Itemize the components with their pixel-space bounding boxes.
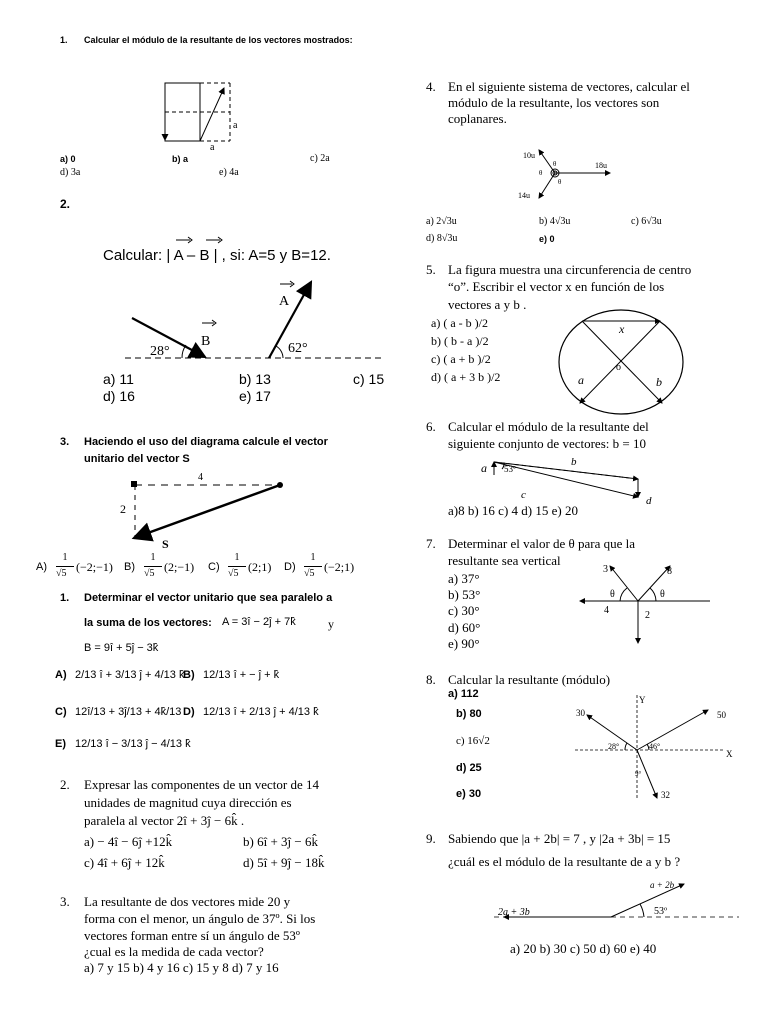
r-q8-statement: Calcular la resultante (módulo) — [448, 672, 611, 687]
r-q4-theta-2: θ — [539, 169, 543, 177]
r-q9-number: 9. — [426, 831, 436, 846]
r-q4-theta-3: θ — [558, 178, 562, 186]
r-q7-label-3: 3 — [603, 564, 608, 575]
q3-statement-line2: unitario del vector S — [84, 453, 190, 465]
r-q8-axis-Y: Y — [639, 695, 646, 705]
r-q4-option-e: e) 0 — [539, 234, 555, 244]
r-q4-label-14u: 14u — [518, 191, 530, 200]
q1-option-b: b) a — [172, 154, 189, 164]
r-q4-label-10u: 10u — [523, 151, 535, 160]
q4-number: 1. — [60, 592, 70, 604]
q1-vector-diagram — [160, 78, 250, 153]
q3-option-b-label: B) — [124, 561, 135, 573]
r-q9-statement-line2: ¿cuál es el módulo de la resultante de a y b ? — [448, 854, 681, 869]
q4-option-c: 12î/13 + 3ĵ/13 + 4k̂/13 — [75, 706, 182, 718]
q4-option-d: 12/13 î + 2/13 ĵ + 4/13 k̂ — [203, 706, 319, 718]
r-q6-number: 6. — [426, 419, 436, 434]
r-q8-label-32: 32 — [661, 790, 670, 800]
r-q6-statement-line1: Calcular el módulo de la resultante del — [448, 419, 649, 434]
r-q6-label-53: 53º — [504, 464, 516, 474]
q6-statement-line3: vectores forman entre sí un ángulo de 53º — [84, 928, 300, 943]
q1-statement: Calcular el módulo de la resultante de los vectores mostrados: — [84, 35, 353, 45]
r-q8-option-a: a) 112 — [448, 688, 479, 700]
q2-label-B: B — [201, 334, 211, 349]
q3-number: 3. — [60, 436, 70, 448]
r-q9-statement-line1: Sabiendo que |a + 2b| = 7 , y |2a + 3b| = 15 — [448, 831, 671, 846]
r-q8-angle-28: 28° — [608, 742, 620, 751]
r-q5-statement-line1: La figura muestra una circunferencia de centro — [448, 262, 692, 277]
r-q5-statement-line2: “o”. Escribir el vector x en función de los — [448, 279, 665, 294]
r-q7-number: 7. — [426, 536, 436, 551]
q5-option-a: a) − 4î − 6ĵ +12k̂ — [84, 834, 173, 849]
q2-option-e: e) 17 — [239, 388, 271, 404]
q6-statement-line1: La resultante de dos vectores mide 20 y — [84, 894, 291, 909]
q2-vector-arrows — [170, 234, 230, 246]
r-q8-label-30: 30 — [576, 708, 585, 718]
q4-option-c-label: C) — [55, 706, 67, 718]
q4-option-a-label: A) — [55, 669, 67, 681]
q5-statement-line3: paralela al vector 2î + 3ĵ − 6k̂ . — [84, 813, 245, 828]
r-q4-number: 4. — [426, 79, 436, 94]
r-q4-vector-diagram — [515, 140, 615, 215]
q3-label-S: S — [162, 537, 169, 551]
r-q8-option-c: c) 16√2 — [456, 735, 490, 747]
q3-options: A) 1 √5 (−2;−1) B) 1 √5 (2;−1) C) 1 √5 (2;1) D) 1 √5 (−2;1) — [36, 552, 355, 579]
q2-option-b: b) 13 — [239, 371, 271, 387]
r-q4-option-b: b) 4√3u — [539, 216, 571, 227]
r-q4-statement-line3: coplanares. — [448, 111, 507, 126]
r-q5-option-c: c) ( a + b )/2 — [431, 352, 491, 366]
q3-label-4: 4 — [198, 472, 203, 483]
q1-label-a-side: a — [233, 120, 238, 131]
r-q5-label-x: x — [619, 322, 625, 336]
q5-option-c: c) 4î + 6ĵ + 12k̂ — [84, 855, 165, 870]
r-q7-theta-right: θ — [660, 589, 665, 600]
q2-vector-diagram — [120, 278, 390, 368]
q1-option-a: a) 0 — [60, 154, 76, 164]
q3-option-a-label: A) — [36, 561, 47, 573]
q3-option-b: (2;−1) — [164, 560, 195, 574]
r-q7-label-4: 4 — [604, 605, 609, 616]
r-q8-axis-X: X — [726, 749, 733, 759]
q4-statement-line2: la suma de los vectores: — [84, 617, 212, 629]
r-q9-label-2a-plus-3b: 2a + 3b — [498, 907, 530, 918]
q1-label-a-bottom: a — [210, 142, 215, 153]
r-q9-options: a) 20 b) 30 c) 50 d) 60 e) 40 — [510, 941, 657, 956]
q5-statement-line2: unidades de magnitud cuya dirección es — [84, 795, 292, 810]
q4-vector-A: A = 3î − 2ĵ + 7k̂ — [222, 616, 296, 628]
q3-frac-num: 1 — [62, 552, 68, 563]
r-q8-number: 8. — [426, 672, 436, 687]
q3-vector-diagram — [110, 468, 300, 551]
q3-option-c-label: C) — [208, 561, 220, 573]
r-q5-option-b: b) ( b - a )/2 — [431, 334, 489, 348]
r-q6-label-a: a — [481, 461, 487, 475]
r-q8-option-e: e) 30 — [456, 788, 482, 800]
r-q8-angle-46: 46° — [649, 742, 661, 751]
q3-option-a: (−2;−1) — [76, 560, 113, 574]
r-q4-option-a: a) 2√3u — [426, 216, 457, 227]
r-q4-label-18u: 18u — [595, 161, 607, 170]
q2-option-c: c) 15 — [353, 371, 385, 387]
r-q4-statement-line1: En el siguiente sistema de vectores, calcular el — [448, 79, 690, 94]
q6-number: 3. — [60, 894, 70, 909]
q1-number: 1. — [60, 35, 68, 45]
r-q5-option-a: a) ( a - b )/2 — [431, 316, 488, 330]
r-q5-label-b: b — [656, 375, 662, 389]
q4-option-b: 12/13 î + − ĵ + k̂ — [203, 669, 280, 681]
q5-number: 2. — [60, 777, 70, 792]
r-q5-statement-line3: vectores a y b . — [448, 297, 527, 312]
q3-frac-den: √5 — [56, 568, 67, 579]
r-q4-option-c: c) 6√3u — [631, 216, 662, 227]
r-q8-option-d: d) 25 — [456, 762, 482, 774]
r-q7-option-d: d) 60° — [448, 620, 481, 635]
q4-conjunction: y — [328, 617, 334, 631]
r-q7-label-8: 8 — [667, 566, 672, 577]
r-q7-statement-line1: Determinar el valor de θ para que la — [448, 536, 636, 551]
q4-option-e-label: E) — [55, 738, 66, 750]
q3-label-2: 2 — [120, 502, 126, 516]
q2-number: 2. — [60, 197, 71, 211]
r-q7-theta-left: θ — [610, 589, 615, 600]
q6-statement-line4: ¿cual es la medida de cada vector? — [84, 944, 264, 959]
r-q8-angle-9: 9° — [635, 770, 642, 778]
q2-option-a: a) 11 — [103, 371, 134, 387]
q6-options: a) 7 y 15 b) 4 y 16 c) 15 y 8 d) 7 y 16 — [84, 960, 279, 975]
r-q5-number: 5. — [426, 262, 436, 277]
q1-option-c: c) 2a — [310, 153, 330, 164]
r-q7-option-c: c) 30° — [448, 603, 480, 618]
r-q7-label-2: 2 — [645, 610, 650, 621]
r-q6-label-c: c — [521, 489, 526, 501]
r-q7-option-e: e) 90° — [448, 636, 480, 651]
r-q5-circle-diagram — [556, 308, 686, 418]
r-q5-label-a: a — [578, 373, 584, 387]
q2-label-A: A — [279, 294, 290, 309]
r-q8-option-b: b) 80 — [456, 708, 482, 720]
r-q9-vector-diagram — [494, 872, 744, 922]
q2-angle-62: 62° — [288, 341, 308, 356]
q2-option-d: d) 16 — [103, 388, 135, 404]
r-q6-label-d: d — [646, 495, 652, 507]
r-q4-theta-1: θ — [553, 160, 557, 168]
r-q9-label-a-plus-2b: a + 2b — [650, 880, 675, 890]
q5-option-b: b) 6î + 3ĵ − 6k̂ — [243, 834, 318, 849]
r-q9-angle-53: 53º — [654, 906, 668, 917]
r-q8-label-50: 50 — [717, 710, 726, 720]
r-q8-vector-diagram — [575, 690, 735, 805]
q4-option-b-label: B) — [183, 669, 195, 681]
q5-statement-line1: Expresar las componentes de un vector de 14 — [84, 777, 320, 792]
q3-option-d-label: D) — [284, 561, 296, 573]
q2-statement: Calcular: | A – B | , si: A=5 y B=12. — [103, 247, 331, 264]
q3-option-d: (−2;1) — [324, 560, 355, 574]
r-q6-label-b: b — [571, 456, 577, 468]
q6-statement-line2: forma con el menor, un ángulo de 37º. Si los — [84, 911, 316, 926]
r-q7-vector-diagram — [570, 558, 720, 648]
q3-option-c: (2;1) — [248, 560, 272, 574]
q4-statement-line1: Determinar el vector unitario que sea paralelo a — [84, 592, 333, 604]
r-q6-statement-line2: siguiente conjunto de vectores: b = 10 — [448, 436, 646, 451]
r-q5-option-d: d) ( a + 3 b )/2 — [431, 370, 501, 384]
q1-option-d: d) 3a — [60, 167, 81, 178]
q4-option-a: 2/13 î + 3/13 ĵ + 4/13 k̂ — [75, 669, 185, 681]
r-q7-option-a: a) 37° — [448, 571, 480, 586]
q1-option-e: e) 4a — [219, 167, 239, 178]
r-q6-vector-diagram — [476, 452, 666, 508]
r-q4-option-d: d) 8√3u — [426, 233, 458, 244]
r-q6-options: a)8 b) 16 c) 4 d) 15 e) 20 — [448, 503, 578, 518]
q4-vector-B: B = 9î + 5ĵ − 3k̂ — [84, 642, 159, 654]
r-q7-statement-line2: resultante sea vertical — [448, 553, 561, 568]
q2-angle-28: 28° — [150, 344, 170, 359]
q5-option-d: d) 5î + 9ĵ − 18k̂ — [243, 855, 325, 870]
q4-option-e: 12/13 î − 3/13 ĵ − 4/13 k̂ — [75, 738, 191, 750]
q3-statement-line1: Haciendo el uso del diagrama calcule el vector — [84, 436, 328, 448]
q4-option-d-label: D) — [183, 706, 195, 718]
r-q5-label-o: o — [616, 362, 621, 373]
r-q4-statement-line2: módulo de la resultante, los vectores son — [448, 95, 660, 110]
r-q7-option-b: b) 53° — [448, 587, 481, 602]
